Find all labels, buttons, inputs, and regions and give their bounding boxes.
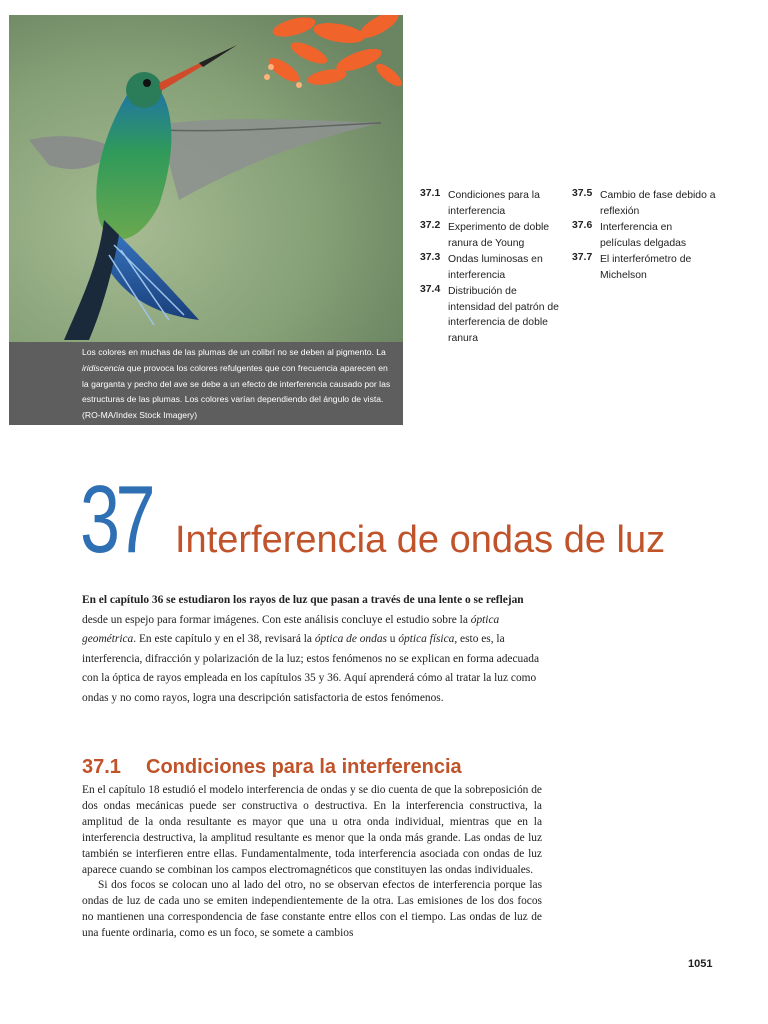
intro-term: óptica física: [398, 633, 455, 646]
toc-item-number: 37.6: [572, 220, 593, 231]
toc-item-title: Cambio de fase debido a reflexión: [600, 190, 716, 217]
hummingbird-photo: [9, 15, 403, 342]
toc-item-title: Ondas luminosas en interferencia: [448, 254, 543, 281]
body-paragraph: En el capítulo 18 estudió el modelo interferencia de ondas y se dio cuenta de que la sobreposición de dos ondas mecánicas puede ser constructiva o destructiva. En la interferencia constructiva, la amplitud de la onda resultante es mayor que una u otra onda individual, mientras que en la interferencia destructiva, la amplitud resultante es menor que la onda más grande. Las ondas de luz también se interfieren entre ellas. Fundamentalmente, toda interferencia asociada con ondas de luz aparece cuando se combinan los campos electromagnéticos que constituyen las ondas individuales.: [82, 784, 542, 876]
intro-text: desde un espejo para formar imágenes. Con este análisis concluye el estudio sobre la: [82, 613, 471, 626]
toc-item-title: Interferencia en películas delgadas: [600, 222, 687, 249]
chapter-number: 37: [80, 466, 152, 573]
toc-item-title: Condiciones para la interferencia: [448, 190, 540, 217]
body-paragraph: Si dos focos se colocan uno al lado del otro, no se observan efectos de interferencia porque las ondas de luz de cada uno se emiten independientemente de la otra. Las emisiones de los dos focos no mantienen una correspondencia de fase constante entre ellos con el tiempo. Las ondas de luz de una fuente ordinaria, como es un foco, se somete a cambios: [82, 879, 542, 940]
toc-item-title: Distribución de intensidad del patrón de interferencia de doble ranura: [448, 286, 559, 344]
page-number: 1051: [688, 958, 713, 970]
section-heading: [82, 754, 542, 780]
intro-term: óptica geométrica: [82, 613, 500, 646]
caption-emphasis: iridiscencia: [82, 362, 125, 373]
intro-term: óptica de ondas: [314, 633, 387, 646]
caption-text-2: que provoca los colores refulgentes que con frecuencia aparecen en la garganta y pecho del ave se debe a un efecto de interferencia causado por las estructuras de las plumas. Los colores varían dependiendo del ángulo de vista. (RO-MA/Index Stock Imagery): [82, 362, 391, 421]
toc-item-title: El interferómetro de Michelson: [600, 254, 692, 281]
toc-item-title: Experimento de doble ranura de Young: [448, 222, 550, 249]
chapter-title: Interferencia de ondas de luz: [175, 519, 666, 561]
toc-item-number: 37.7: [572, 252, 593, 263]
intro-text: u: [386, 633, 399, 646]
toc-item-number: 37.5: [572, 188, 593, 199]
hummingbird-illustration: [9, 15, 403, 342]
photo-caption: [9, 342, 403, 425]
section-number: 37.1: [82, 756, 121, 778]
intro-text: . En este capítulo y en el 38, revisará la: [133, 633, 315, 646]
section-body: [82, 783, 542, 942]
toc-item-number: 37.1: [420, 188, 441, 199]
section-title: Condiciones para la interferencia: [146, 756, 462, 778]
toc-item-number: 37.2: [420, 220, 441, 231]
intro-lead: En el capítulo 36 se estudiaron los rayos de luz que pasan a través de una lente o se reflejan: [82, 594, 524, 606]
toc-item-number: 37.4: [420, 284, 441, 295]
intro-paragraph: [82, 591, 542, 709]
caption-text-1: Los colores en muchas de las plumas de un colibrí no se deben al pigmento. La: [82, 347, 386, 357]
intro-text: , esto es, la interferencia, difracción y polarización de la luz; estos fenómenos no se explican en forma adecuada con la óptica de rayos empleada en los capítulos 35 y 36. Aquí aprenderá cómo al tratar la luz como ondas y no como rayos, logra una descripción satisfactoria de estos fenómenos.: [82, 633, 539, 704]
toc-item-number: 37.3: [420, 252, 441, 263]
